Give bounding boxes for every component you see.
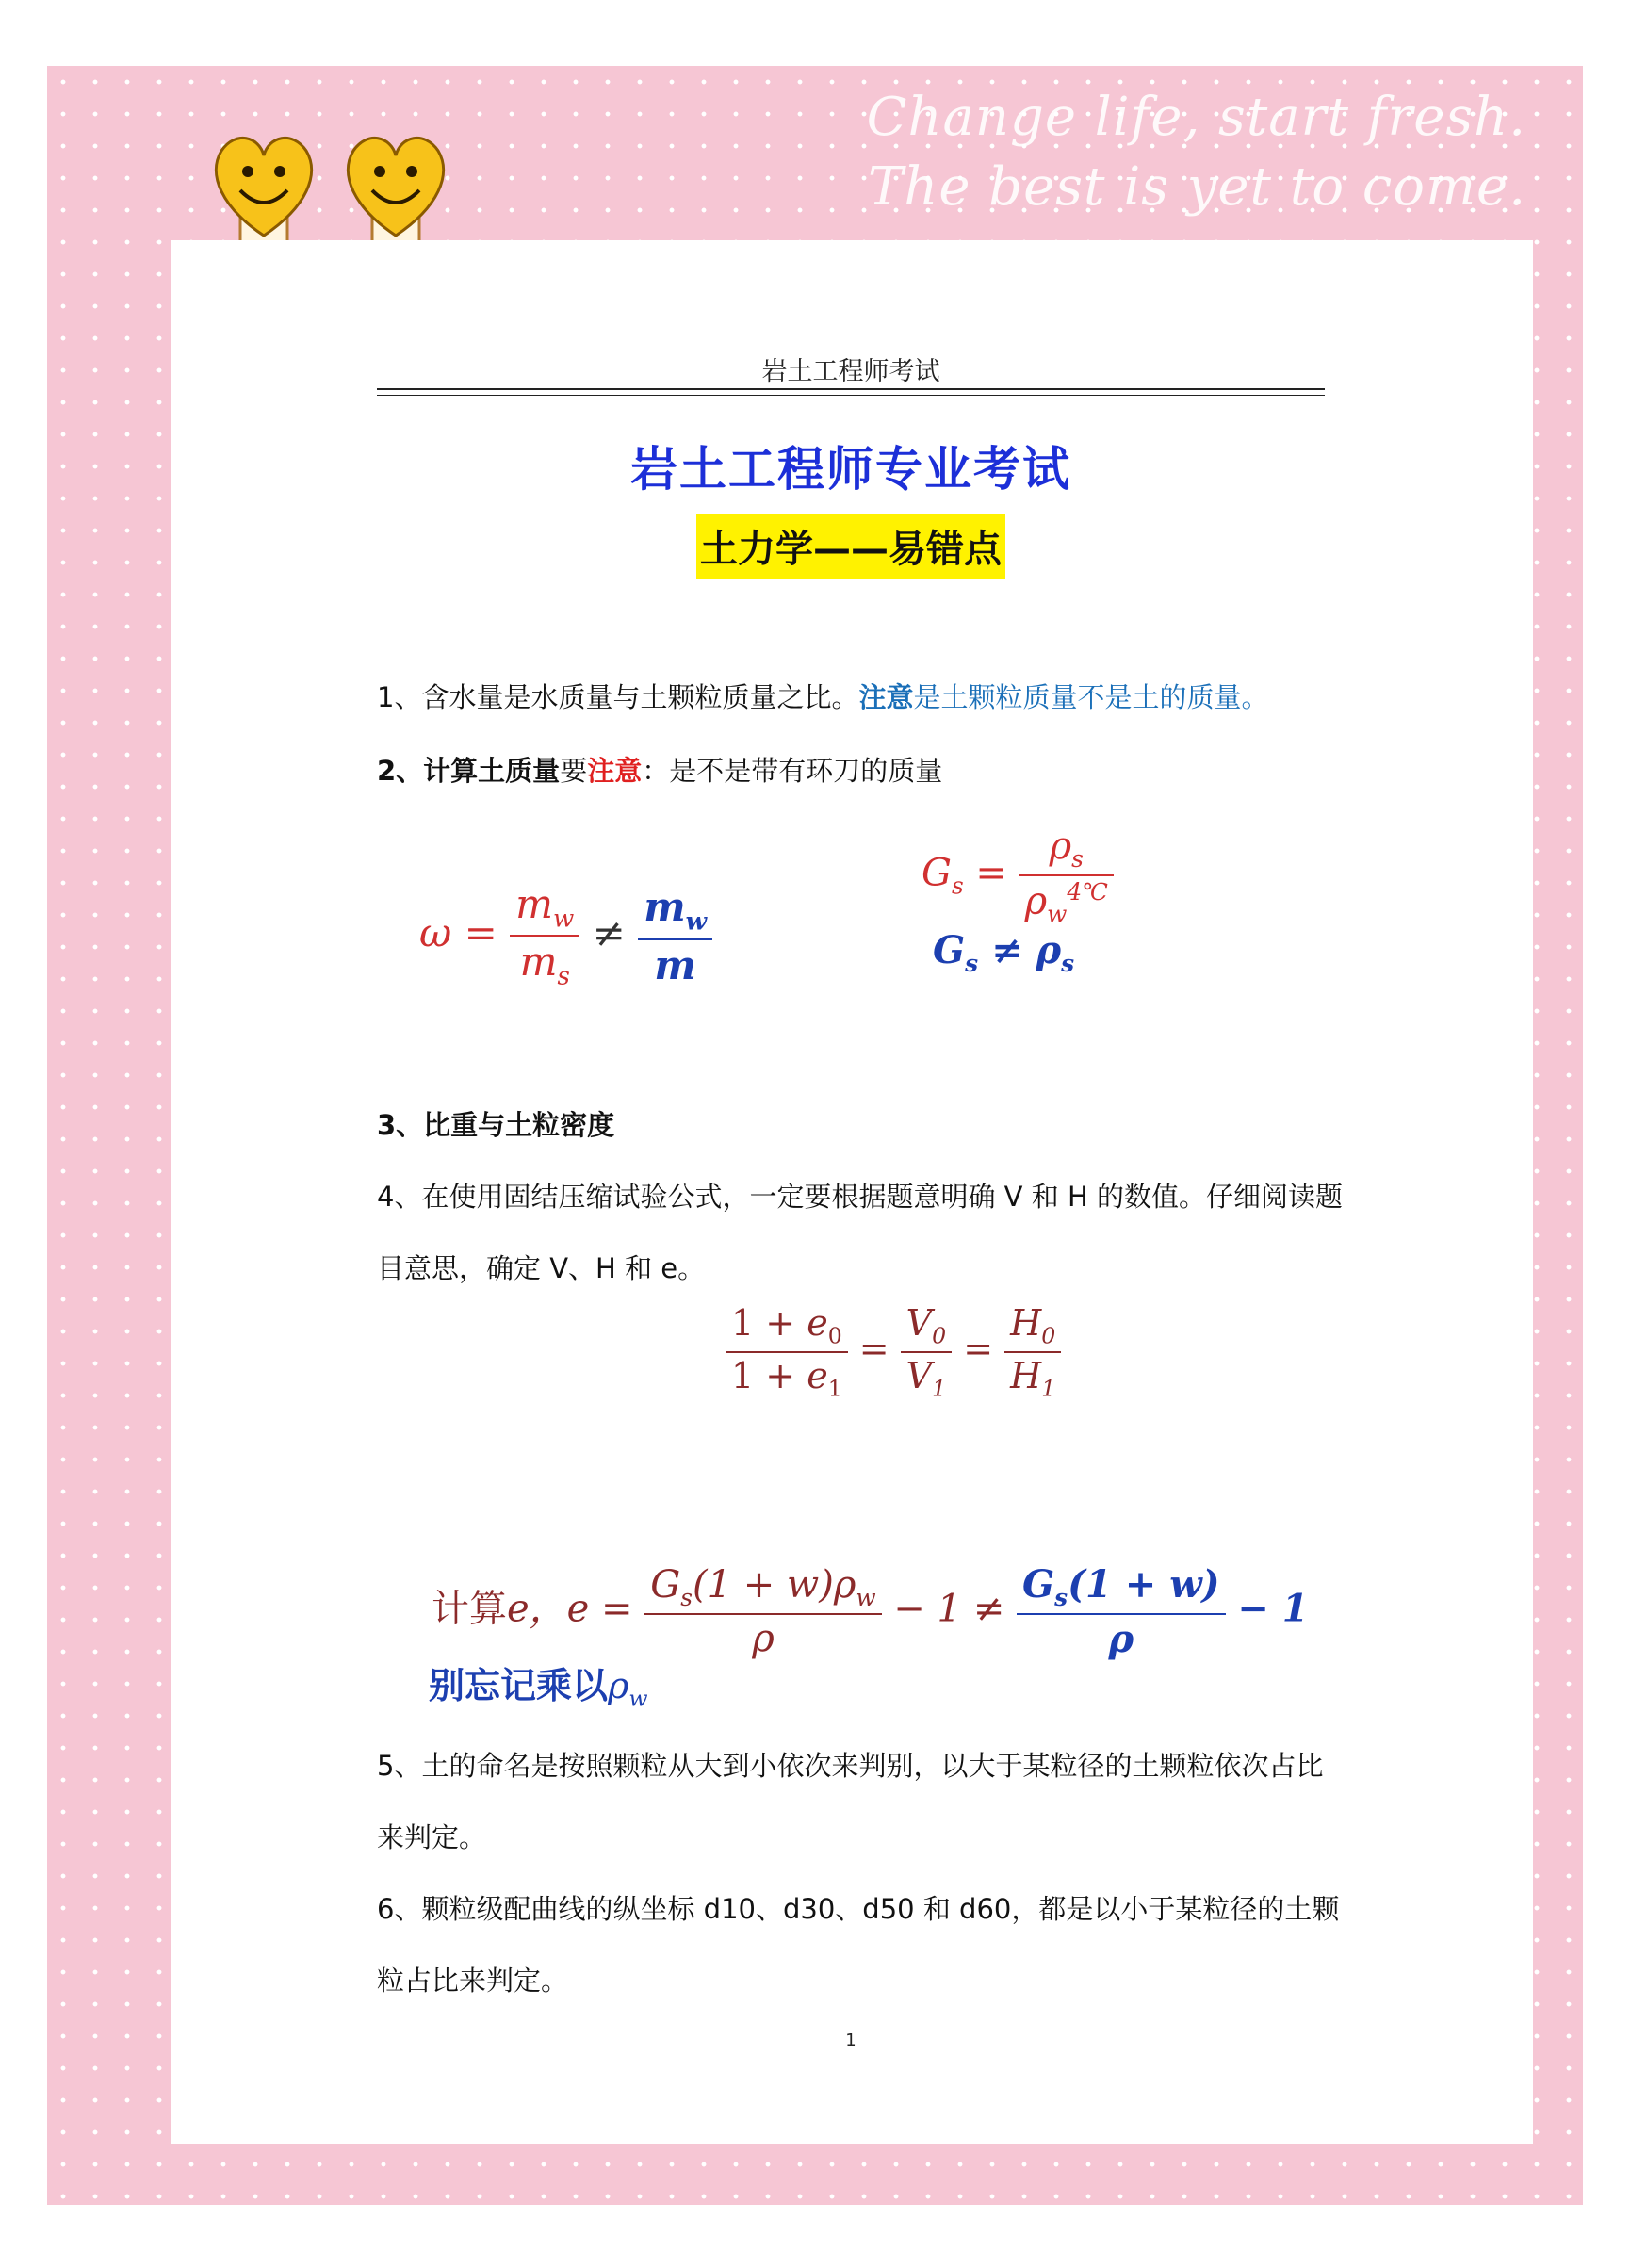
item-2-text: 2、计算土质量 bbox=[377, 755, 561, 787]
calc-label: 计算 bbox=[432, 1587, 507, 1631]
item-2-rest: ：是不是带有环刀的质量 bbox=[642, 755, 943, 787]
formula-water-content: ω = $\frac{m_w}{m_s}$ ≠ $\frac{m_w}{m}$ bbox=[419, 881, 712, 991]
item-3: 3、比重与土粒密度 bbox=[377, 1109, 615, 1141]
item-1 bbox=[377, 677, 1329, 715]
page-number: 1 bbox=[845, 2031, 856, 2050]
page-subtitle: 土力学——易错点 bbox=[696, 514, 1005, 579]
item-1-note: 注意 bbox=[858, 681, 914, 713]
item-2-yao: 要 bbox=[560, 755, 588, 787]
formula-consolidation: $\frac{1 + e_0}{1 + e_1}$ = $\frac{V_0}{V_1}$ = $\frac{H_0}{H_1}$ bbox=[726, 1302, 1061, 1401]
formula-gs-neq-rho: $G_s \ne \rho_s$ bbox=[933, 928, 1075, 977]
remember-label: 别忘记乘以 bbox=[429, 1664, 609, 1706]
decor-line-2: The best is yet to come. bbox=[867, 156, 1526, 218]
item-4-line-1: 4、在使用固结压缩试验公式，一定要根据题意明确 V 和 H 的数值。仔细阅读题 bbox=[377, 1181, 1343, 1213]
item-2-note: 注意 bbox=[587, 755, 643, 787]
item-6-line-2: 粒占比来判定。 bbox=[377, 1965, 569, 1997]
page-title: 岩土工程师专业考试 bbox=[630, 442, 1071, 497]
item-5-line-2: 来判定。 bbox=[377, 1821, 487, 1853]
formula-void-ratio: 计算e，e = $\frac{G_s(1 + w)\rho_w}{\rho}$ − 1 ≠ $\frac{G_s(1 + w)}{\rho}$ − 1 bbox=[432, 1562, 1309, 1661]
item-2 bbox=[377, 750, 1329, 789]
decor-slogan bbox=[867, 83, 1526, 222]
subtitle-wrap bbox=[377, 514, 1325, 579]
running-header: 岩土工程师考试 bbox=[761, 357, 940, 386]
item-4-line-2: 目意思，确定 V、H 和 e。 bbox=[377, 1252, 706, 1284]
item-1-note-text: 是土颗粒质量不是土的质量。 bbox=[913, 681, 1269, 713]
item-5-line-1: 5、土的命名是按照颗粒从大到小依次来判别，以大于某粒径的土颗粒依次占比 bbox=[377, 1750, 1324, 1782]
header-rule-thin bbox=[377, 395, 1325, 396]
item-6-line-1: 6、颗粒级配曲线的纵坐标 d10、d30、d50 和 d60，都是以小于某粒径的土颗 bbox=[377, 1893, 1340, 1925]
formula-reminder: 别忘记乘以$\rho_w$ bbox=[429, 1664, 648, 1712]
decor-line-1: Change life, start fresh. bbox=[866, 87, 1526, 148]
item-1-text: 1、含水量是水质量与土颗粒质量之比。 bbox=[377, 681, 859, 713]
formula-specific-gravity: $G_s$ = $\frac{\rho_s}{\rho_w^{4℃}}$ bbox=[922, 824, 1114, 927]
header-rule bbox=[377, 388, 1325, 390]
